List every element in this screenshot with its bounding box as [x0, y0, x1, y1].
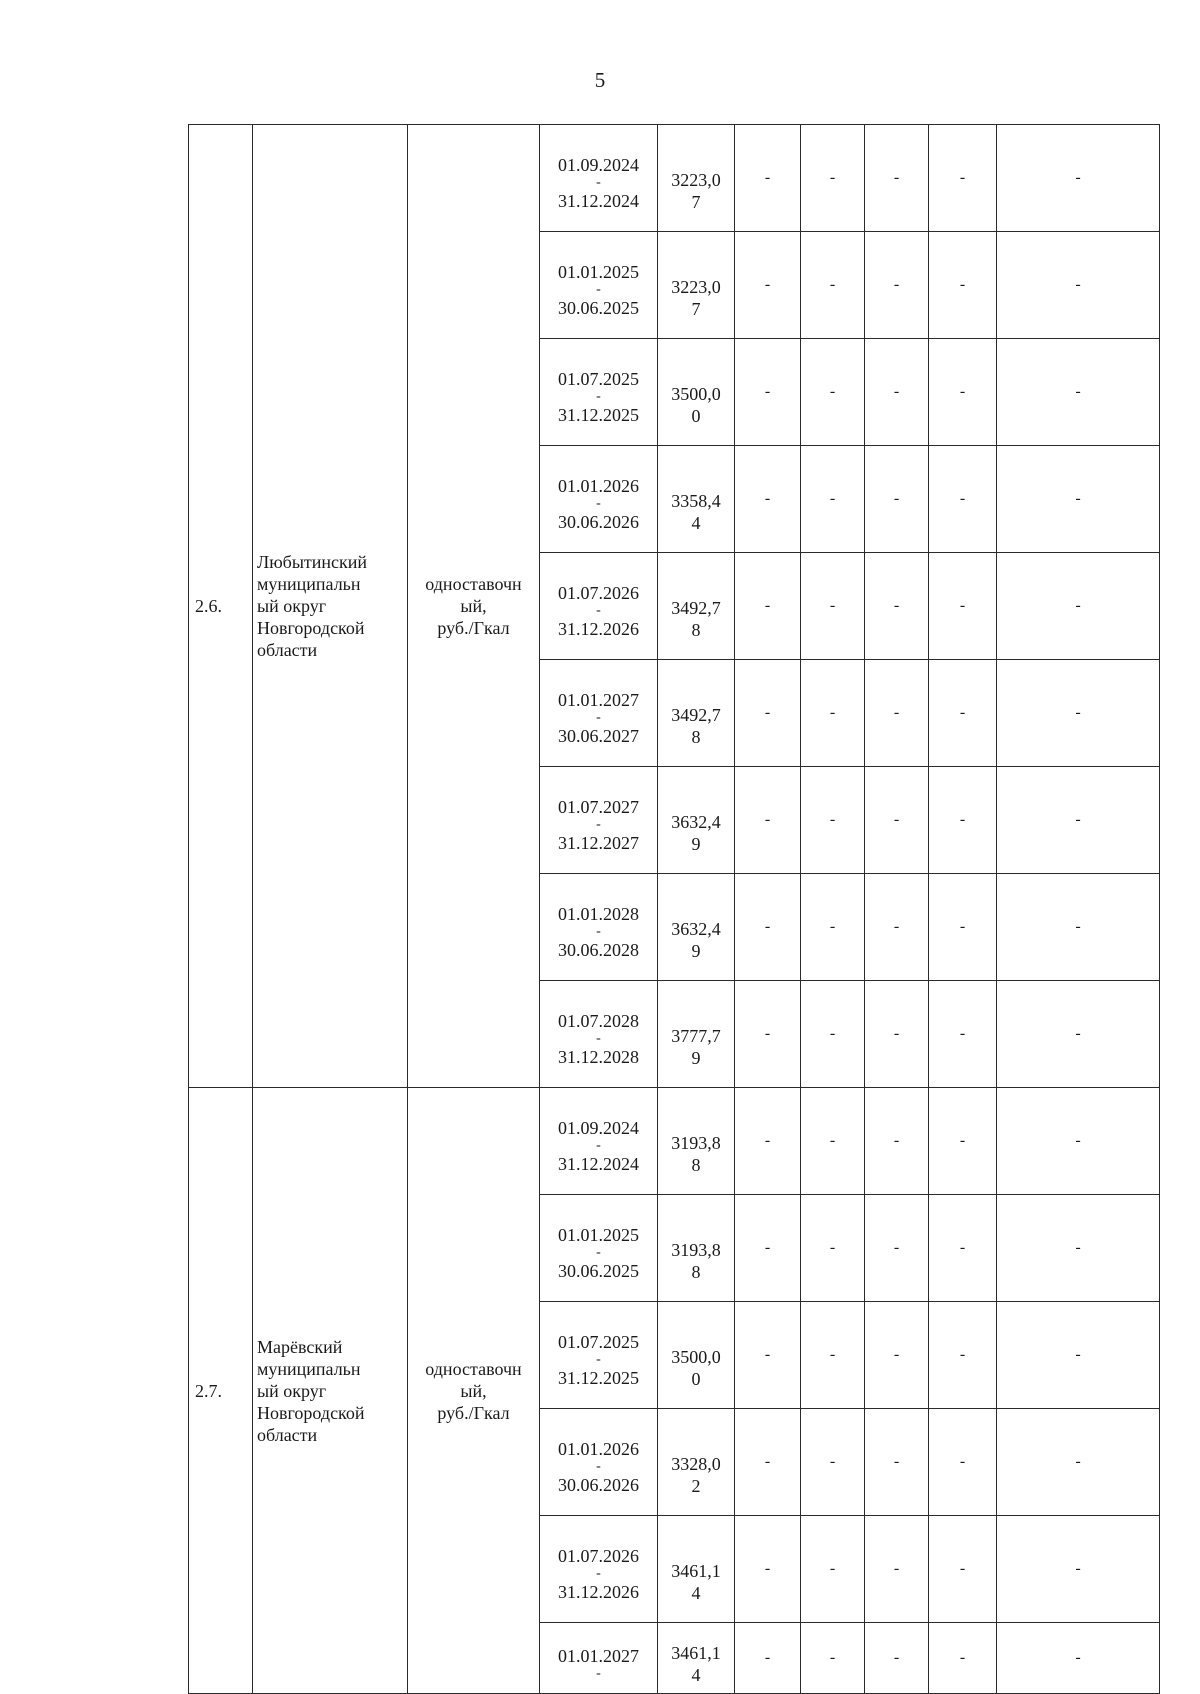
empty-value-cell: - — [997, 1302, 1160, 1409]
empty-value-cell: - — [865, 1088, 929, 1195]
empty-value-cell: - — [735, 1516, 801, 1623]
tariff-value — [658, 125, 735, 232]
empty-value-cell: - — [865, 1623, 929, 1694]
tariff-value — [658, 1516, 735, 1623]
empty-value-cell: - — [865, 232, 929, 339]
tariff-type-line: ый, — [460, 1380, 487, 1401]
empty-value-cell: - — [735, 1302, 801, 1409]
tariff-value-line: 8 — [691, 620, 701, 640]
tariff-table-body — [189, 125, 1160, 1694]
period-separator: - — [596, 1666, 601, 1681]
empty-value-cell: - — [865, 446, 929, 553]
period-from: 01.01.2027 — [558, 1646, 639, 1666]
period-from: 01.01.2025 — [558, 1225, 639, 1245]
empty-value-cell: - — [801, 446, 865, 553]
tariff-value-line: 8 — [691, 727, 701, 747]
empty-value-cell: - — [865, 874, 929, 981]
empty-value-cell: - — [997, 1409, 1160, 1516]
tariff-value-line: 2 — [691, 1476, 701, 1496]
tariff-value-line: 4 — [691, 1665, 701, 1685]
empty-value-cell: - — [997, 1088, 1160, 1195]
period-cell — [540, 1409, 658, 1516]
empty-value-cell: - — [997, 125, 1160, 232]
empty-value-cell: - — [735, 339, 801, 446]
tariff-value-line: 3461,1 — [671, 1643, 721, 1663]
empty-value-cell: - — [801, 553, 865, 660]
period-cell — [540, 125, 658, 232]
period-cell — [540, 1088, 658, 1195]
tariff-value-line: 0 — [691, 406, 701, 426]
period-cell — [540, 1623, 658, 1694]
empty-value-cell: - — [865, 1409, 929, 1516]
tariff-value — [658, 1409, 735, 1516]
tariff-value-line: 3223,0 — [671, 277, 721, 297]
period-cell — [540, 232, 658, 339]
tariff-value — [658, 981, 735, 1088]
empty-value-cell: - — [735, 981, 801, 1088]
period-cell — [540, 981, 658, 1088]
period-cell — [540, 446, 658, 553]
period-cell — [540, 1195, 658, 1302]
tariff-value-line: 3492,7 — [671, 705, 721, 725]
period-cell — [540, 339, 658, 446]
tariff-value-line: 8 — [691, 1155, 701, 1175]
period-to: 31.12.2024 — [558, 191, 639, 211]
period-to: 30.06.2025 — [558, 298, 639, 318]
period-separator: - — [596, 496, 601, 511]
period-from: 01.07.2026 — [558, 583, 639, 603]
tariff-type-line: одноставочн — [425, 574, 522, 594]
empty-value-cell: - — [801, 981, 865, 1088]
tariff-type-line: руб./Гкал — [437, 1402, 510, 1423]
period-to: 31.12.2026 — [558, 619, 639, 639]
period-to: 30.06.2028 — [558, 940, 639, 960]
period-separator: - — [596, 175, 601, 190]
period-separator: - — [596, 603, 601, 618]
period-cell — [540, 767, 658, 874]
period-separator: - — [596, 1566, 601, 1581]
empty-value-cell: - — [801, 1302, 865, 1409]
empty-value-cell: - — [801, 1623, 865, 1694]
empty-value-cell: - — [929, 125, 997, 232]
section-name — [253, 1088, 408, 1694]
empty-value-cell: - — [801, 1516, 865, 1623]
empty-value-cell: - — [865, 1516, 929, 1623]
tariff-table-wrapper — [188, 124, 1159, 1694]
tariff-value-line: 3632,4 — [671, 812, 721, 832]
tariff-value — [658, 874, 735, 981]
period-cell — [540, 1516, 658, 1623]
empty-value-cell: - — [929, 874, 997, 981]
period-to: 31.12.2024 — [558, 1154, 639, 1174]
section-name-line: ый округ — [257, 596, 327, 616]
period-to: 30.06.2026 — [558, 512, 639, 532]
empty-value-cell: - — [997, 1195, 1160, 1302]
period-from: 01.09.2024 — [558, 155, 639, 175]
tariff-value-line: 9 — [691, 1048, 701, 1068]
period-cell — [540, 874, 658, 981]
tariff-type — [408, 125, 540, 1088]
period-separator: - — [596, 389, 601, 404]
empty-value-cell: - — [735, 874, 801, 981]
tariff-value-line: 3632,4 — [671, 919, 721, 939]
empty-value-cell: - — [735, 660, 801, 767]
period-cell — [540, 1302, 658, 1409]
empty-value-cell: - — [801, 767, 865, 874]
empty-value-cell: - — [929, 660, 997, 767]
empty-value-cell: - — [997, 1516, 1160, 1623]
tariff-value-line: 3193,8 — [671, 1133, 721, 1153]
tariff-value — [658, 1623, 735, 1694]
tariff-type — [408, 1088, 540, 1694]
empty-value-cell: - — [929, 1302, 997, 1409]
period-separator: - — [596, 817, 601, 832]
tariff-type-line: руб./Гкал — [437, 618, 510, 638]
tariff-type-line: ый, — [460, 596, 487, 616]
empty-value-cell: - — [997, 339, 1160, 446]
tariff-value — [658, 553, 735, 660]
section-name-line: Новгородской — [257, 618, 365, 638]
section-number: 2.6. — [189, 125, 253, 1088]
period-to: 31.12.2027 — [558, 833, 639, 853]
empty-value-cell: - — [735, 446, 801, 553]
period-to: 31.12.2025 — [558, 1368, 639, 1388]
period-from: 01.07.2028 — [558, 1011, 639, 1031]
section-name-line: Марёвский — [257, 1336, 343, 1357]
empty-value-cell: - — [929, 446, 997, 553]
tariff-value-line: 3193,8 — [671, 1240, 721, 1260]
tariff-type-line: одноставочн — [425, 1358, 522, 1379]
tariff-value — [658, 232, 735, 339]
period-from: 01.07.2026 — [558, 1546, 639, 1566]
period-cell — [540, 660, 658, 767]
empty-value-cell: - — [929, 1409, 997, 1516]
empty-value-cell: - — [865, 1302, 929, 1409]
empty-value-cell: - — [997, 1623, 1160, 1694]
tariff-value-line: 3500,0 — [671, 1347, 721, 1367]
tariff-value-line: 3777,7 — [671, 1026, 721, 1046]
tariff-value-line: 3500,0 — [671, 384, 721, 404]
empty-value-cell: - — [801, 232, 865, 339]
empty-value-cell: - — [929, 232, 997, 339]
empty-value-cell: - — [929, 767, 997, 874]
period-cell — [540, 553, 658, 660]
period-separator: - — [596, 282, 601, 297]
period-separator: - — [596, 1352, 601, 1367]
section-name-line: Новгородской — [257, 1402, 365, 1423]
period-separator: - — [596, 1031, 601, 1046]
period-to: 30.06.2026 — [558, 1475, 639, 1495]
tariff-value — [658, 1302, 735, 1409]
period-from: 01.01.2025 — [558, 262, 639, 282]
period-to: 31.12.2028 — [558, 1047, 639, 1067]
period-to: 30.06.2027 — [558, 726, 639, 746]
empty-value-cell: - — [997, 232, 1160, 339]
empty-value-cell: - — [735, 1088, 801, 1195]
empty-value-cell: - — [997, 446, 1160, 553]
empty-value-cell: - — [865, 660, 929, 767]
tariff-value-line: 3328,0 — [671, 1454, 721, 1474]
section-name-line: Любытинский — [257, 552, 368, 572]
empty-value-cell: - — [997, 553, 1160, 660]
section-name-line: муниципальн — [257, 574, 361, 594]
tariff-value-line: 7 — [691, 192, 701, 212]
tariff-value — [658, 660, 735, 767]
empty-value-cell: - — [929, 1623, 997, 1694]
empty-value-cell: - — [929, 339, 997, 446]
empty-value-cell: - — [801, 125, 865, 232]
tariff-value-line: 4 — [691, 1583, 701, 1603]
empty-value-cell: - — [801, 1409, 865, 1516]
period-separator: - — [596, 710, 601, 725]
section-name-line: муниципальн — [257, 1358, 361, 1379]
empty-value-cell: - — [997, 767, 1160, 874]
empty-value-cell: - — [801, 660, 865, 767]
empty-value-cell: - — [997, 981, 1160, 1088]
empty-value-cell: - — [929, 553, 997, 660]
period-from: 01.07.2025 — [558, 1332, 639, 1352]
period-from: 01.09.2024 — [558, 1118, 639, 1138]
period-from: 01.01.2026 — [558, 476, 639, 496]
period-from: 01.07.2025 — [558, 369, 639, 389]
section-name-line: области — [257, 1424, 318, 1445]
empty-value-cell: - — [801, 339, 865, 446]
empty-value-cell: - — [735, 232, 801, 339]
tariff-value — [658, 767, 735, 874]
tariff-value-line: 7 — [691, 299, 701, 319]
table-row — [189, 1088, 1160, 1195]
tariff-value — [658, 1088, 735, 1195]
period-separator: - — [596, 1138, 601, 1153]
empty-value-cell: - — [735, 1409, 801, 1516]
empty-value-cell: - — [801, 874, 865, 981]
empty-value-cell: - — [865, 125, 929, 232]
period-to: 31.12.2026 — [558, 1582, 639, 1602]
empty-value-cell: - — [735, 553, 801, 660]
empty-value-cell: - — [865, 767, 929, 874]
empty-value-cell: - — [735, 1623, 801, 1694]
tariff-value-line: 9 — [691, 941, 701, 961]
tariff-value-line: 9 — [691, 834, 701, 854]
empty-value-cell: - — [865, 553, 929, 660]
tariff-value-line: 0 — [691, 1369, 701, 1389]
empty-value-cell: - — [865, 981, 929, 1088]
tariff-value-line: 3358,4 — [671, 491, 721, 511]
tariff-value — [658, 446, 735, 553]
period-to: 31.12.2025 — [558, 405, 639, 425]
empty-value-cell: - — [929, 1516, 997, 1623]
empty-value-cell: - — [735, 1195, 801, 1302]
period-to: 30.06.2025 — [558, 1261, 639, 1281]
period-separator: - — [596, 1459, 601, 1474]
page-number: 5 — [594, 68, 606, 92]
period-separator: - — [596, 1245, 601, 1260]
empty-value-cell: - — [801, 1088, 865, 1195]
section-name-line: ый округ — [257, 1380, 327, 1401]
section-name — [253, 125, 408, 1088]
tariff-value-line: 4 — [691, 513, 701, 533]
table-row — [189, 125, 1160, 232]
empty-value-cell: - — [735, 767, 801, 874]
period-from: 01.01.2026 — [558, 1439, 639, 1459]
tariff-value-line: 3492,7 — [671, 598, 721, 618]
period-from: 01.01.2027 — [558, 690, 639, 710]
period-from: 01.01.2028 — [558, 904, 639, 924]
tariff-value — [658, 339, 735, 446]
empty-value-cell: - — [929, 1195, 997, 1302]
empty-value-cell: - — [735, 125, 801, 232]
empty-value-cell: - — [929, 981, 997, 1088]
empty-value-cell: - — [997, 660, 1160, 767]
empty-value-cell: - — [997, 874, 1160, 981]
tariff-value — [658, 1195, 735, 1302]
empty-value-cell: - — [801, 1195, 865, 1302]
empty-value-cell: - — [865, 339, 929, 446]
empty-value-cell: - — [929, 1088, 997, 1195]
section-number: 2.7. — [189, 1088, 253, 1694]
period-from: 01.07.2027 — [558, 797, 639, 817]
tariff-value-line: 3223,0 — [671, 170, 721, 190]
period-separator: - — [596, 924, 601, 939]
tariff-table — [188, 124, 1160, 1694]
empty-value-cell: - — [865, 1195, 929, 1302]
tariff-value-line: 3461,1 — [671, 1561, 721, 1581]
tariff-value-line: 8 — [691, 1262, 701, 1282]
section-name-line: области — [257, 640, 318, 660]
